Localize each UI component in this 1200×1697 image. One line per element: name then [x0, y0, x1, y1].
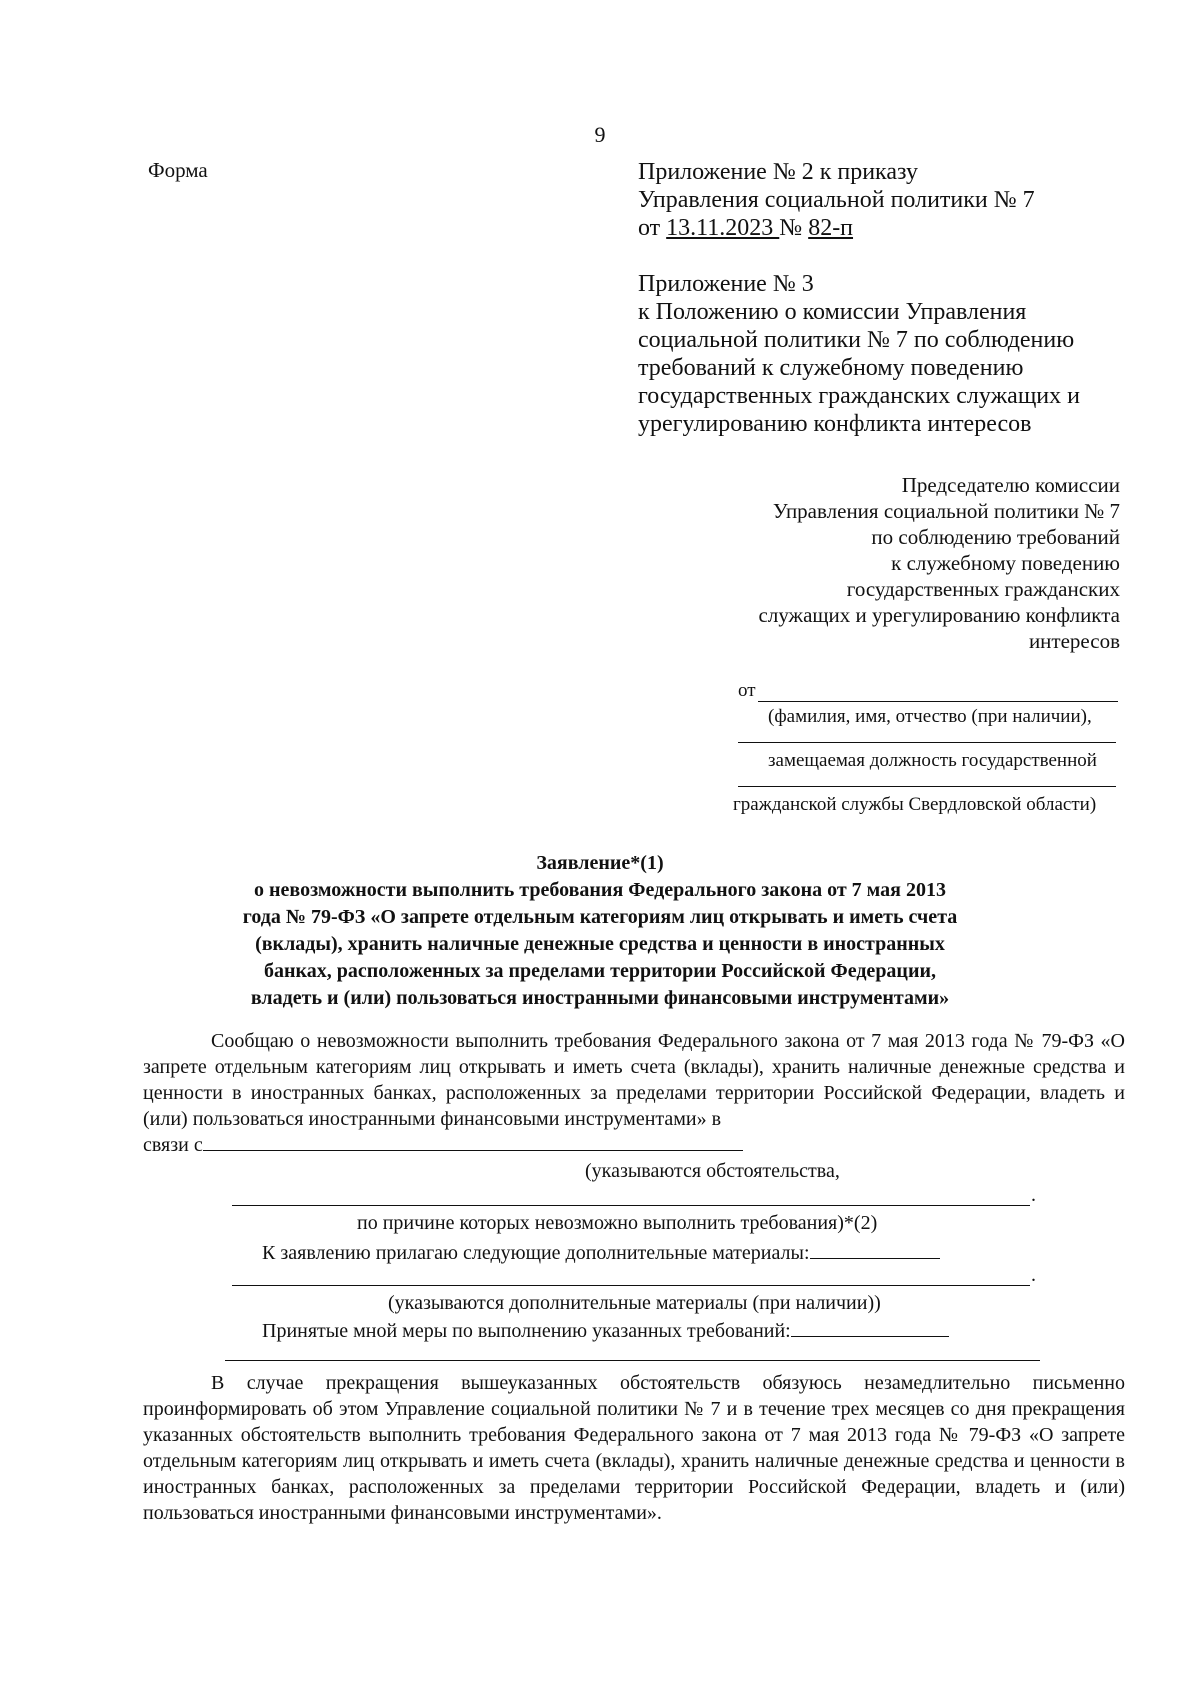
attachments-fill-line-2[interactable] [232, 1285, 1030, 1286]
appendix2-line: Приложение № 2 к приказу [638, 159, 918, 185]
sender-fill-line[interactable] [738, 742, 1116, 743]
sender-caption-position: замещаемая должность государственной [768, 750, 1097, 771]
order-number-prefix: № [779, 215, 809, 241]
attachments-label: К заявлению прилагаю следующие дополнительные материалы: [262, 1242, 810, 1264]
measures-label: Принятые мной меры по выполнению указанных требований: [262, 1320, 791, 1342]
measures-fill-line[interactable] [791, 1318, 949, 1337]
line-end-dot: . [1031, 1264, 1036, 1286]
order-number: 82-п [808, 215, 854, 241]
page-number: 9 [594, 122, 606, 147]
statement-title-line: года № 79-ФЗ «О запрете отдельным категориям лиц открывать и иметь счета [242, 906, 958, 928]
appendix2-block [638, 158, 1138, 242]
circumstances-caption-2: по причине которых невозможно выполнить требования)*(2) [357, 1212, 878, 1234]
measures-fill-line-2[interactable] [225, 1360, 1040, 1361]
statement-title-line: банках, расположенных за пределами территории Российской Федерации, [263, 960, 937, 982]
appendix3-line: к Положению о комиссии Управления [638, 299, 1027, 325]
in-connection-row [143, 1132, 743, 1157]
sender-caption-name: (фамилия, имя, отчество (при наличии), [768, 706, 1092, 727]
statement-heading: Заявление*(1) [536, 852, 664, 874]
attachments-row [262, 1240, 940, 1265]
in-connection-label: связи с [143, 1134, 203, 1156]
measures-row [262, 1318, 949, 1343]
body-paragraph-2: В случае прекращения вышеуказанных обстоятельств обязуюсь незамедлительно письменно проинформировать об этом Управление социальной политики № 7 и в течение трех месяцев со дня прекращения указанных обстоятельств выполнить требования Федерального закона от 7 мая 2013 года № 79-ФЗ «О запрете отдельным категориям лиц открывать и иметь счета (вклады), хранить наличные денежные средства и ценности в иностранных банках, расположенных за пределами территории Российской Федерации, владеть и (или) пользоваться иностранными финансовыми инструментами». [143, 1372, 1125, 1524]
circumstances-fill-line-2[interactable] [232, 1205, 1030, 1206]
appendix3-line: Приложение № 3 [638, 271, 814, 297]
order-date: 13.11.2023 [666, 215, 780, 241]
statement-title-line: о невозможности выполнить требования Федерального закона от 7 мая 2013 [254, 879, 946, 901]
addressee-line: Управления социальной политики № 7 [772, 499, 1120, 523]
form-label: Форма [148, 158, 208, 182]
addressee-line: Председателю комиссии [901, 473, 1120, 497]
attachments-fill-line[interactable] [810, 1240, 940, 1259]
addressee-line: интересов [1028, 629, 1120, 653]
addressee-line: государственных гражданских [846, 577, 1120, 601]
addressee-line: к служебному поведению [891, 551, 1120, 575]
appendix2-order-line [638, 214, 1138, 242]
addressee-block [700, 472, 1120, 654]
statement-title-line: владеть и (или) пользоваться иностранными финансовыми инструментами» [250, 987, 950, 1009]
appendix3-line: социальной политики № 7 по соблюдению [638, 327, 1075, 353]
sender-caption-service: гражданской службы Свердловской области) [733, 794, 1097, 815]
appendix3-line: урегулированию конфликта интересов [638, 411, 1032, 437]
statement-title [150, 850, 1050, 1012]
addressee-line: служащих и урегулированию конфликта [758, 603, 1120, 627]
body-paragraph-1: Сообщаю о невозможности выполнить требования Федерального закона от 7 мая 2013 года № 79-ФЗ «О запрете отдельным категориям лиц открывать и иметь счета (вклады), хранить наличные денежные средства и ценности в иностранных банках, расположенных за пределами территории Российской Федерации, владеть и (или) пользоваться иностранными финансовыми инструментами» в [143, 1030, 1125, 1130]
order-prefix: от [638, 215, 667, 241]
circumstances-fill-line[interactable] [203, 1132, 743, 1151]
addressee-line: по соблюдению требований [871, 525, 1120, 549]
appendix2-line: Управления социальной политики № 7 [638, 187, 1035, 213]
appendix3-line: требований к служебному поведению [638, 355, 1024, 381]
from-field[interactable] [738, 680, 1118, 702]
circumstances-caption: (указываются обстоятельства, [585, 1160, 840, 1182]
from-label: от [738, 680, 756, 701]
from-fill-line[interactable] [758, 681, 1118, 702]
statement-title-line: (вклады), хранить наличные денежные средства и ценности в иностранных [255, 933, 945, 955]
appendix3-line: государственных гражданских служащих и [638, 383, 1080, 409]
attachments-caption: (указываются дополнительные материалы (при наличии)) [388, 1292, 881, 1314]
appendix3-block [638, 270, 1158, 438]
sender-fill-line[interactable] [738, 786, 1116, 787]
line-end-dot: . [1031, 1184, 1036, 1206]
